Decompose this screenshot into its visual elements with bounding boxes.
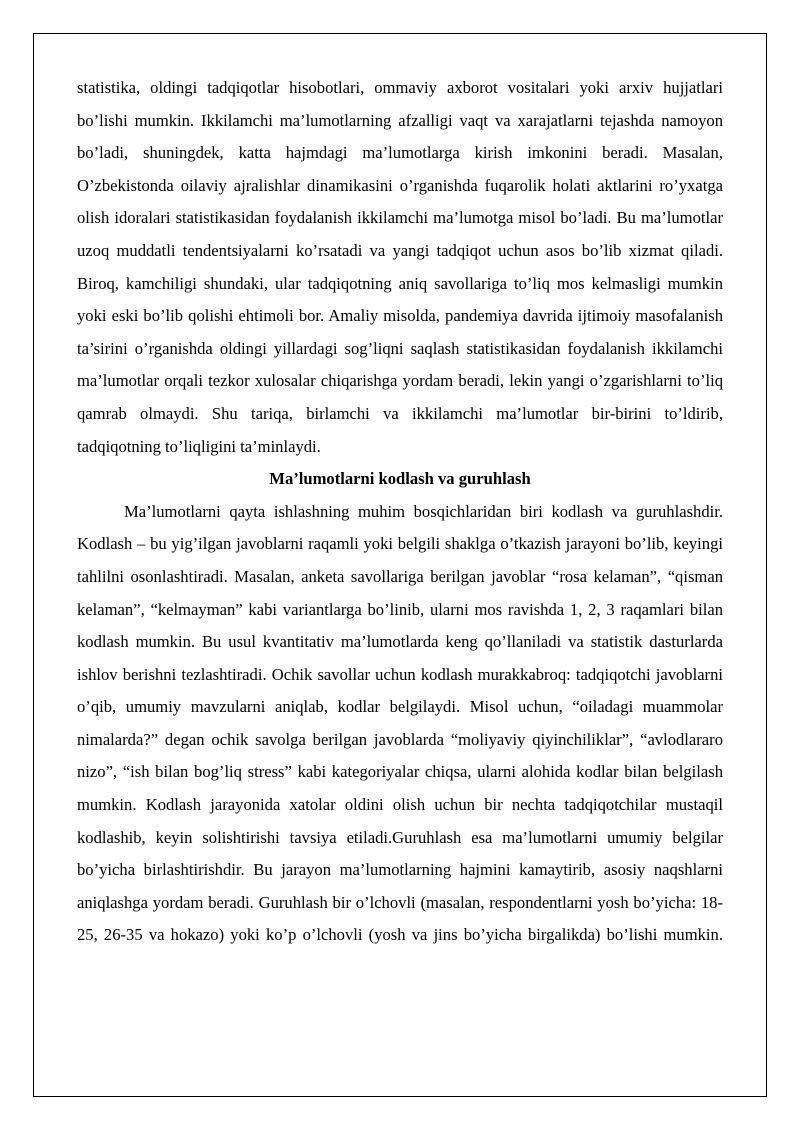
paragraph-secondary-data: statistika, oldingi tadqiqotlar hisobotlari, ommaviy axborot vositalari yoki arxiv hujjatlari bo’lishi mumkin. Ikkilamchi ma’lumotlarning afzalligi vaqt va xarajatlarni tejashda namoyon bo’ladi, shuningdek, katta hajmdagi ma’lumotlarga kirish imkonini beradi. Masalan, O’zbekistonda oilaviy ajralishlar dinamikasini o’rganishda fuqarolik holati aktlarini ro’yxatga olish idoralari statistikasidan foydalanish ikkilamchi ma’lumotga misol bo’ladi. Bu ma’lumotlar uzoq muddatli tendentsiyalarni ko’rsatadi va yangi tadqiqot uchun asos bo’lib xizmat qiladi. Biroq, kamchiligi shundaki, ular tadqiqotning aniq savollariga to’liq mos kelmasligi mumkin yoki eski bo’lib qolishi ehtimoli bor. Amaliy misolda, pandemiya davrida ijtimoiy masofalanish ta’sirini o’rganishda oldingi yillardagi sog’liqni saqlash statistikasidan foydalanish ikkilamchi ma’lumotlar orqali tezkor xulosalar chiqarishga yordam beradi, lekin yangi o’zgarishlarni to’liq qamrab olmaydi. Shu tariqa, birlamchi va ikkilamchi ma’lumotlar bir-birini to’ldirib, tadqiqotning to’liqligini ta’minlaydi. — [77, 78, 723, 456]
paragraph-coding-grouping: Ma’lumotlarni qayta ishlashning muhim bosqichlaridan biri kodlash va guruhlashdir. Kodlash – bu yig’ilgan javoblarni raqamli yoki belgili shaklga o’tkazish jarayoni bo’lib, keyingi tahlilni osonlashtiradi. Masalan, anketa savollariga berilgan javoblar “rosa kelaman”, “qisman kelaman”, “kelmayman” kabi variantlarga bo’linib, ularni mos ravishda 1, 2, 3 raqamlari bilan kodlash mumkin. Bu usul kvantitativ ma’lumotlarda keng qo’llaniladi va statistik dasturlarda ishlov berishni tezlashtiradi. Ochik savollar uchun kodlash murakkabroq: tadqiqotchi javoblarni o’qib, umumiy mavzularni aniqlab, kodlar belgilaydi. Misol uchun, “oiladagi muammolar nimalarda?” degan ochik savolga berilgan javoblarda “moliyaviy qiyinchiliklar”, “avlodlararo nizo”, “ish bilan bog’liq stress” kabi kategoriyalar chiqsa, ularni alohida kodlar bilan belgilash mumkin. Kodlash jarayonida xatolar oldini olish uchun bir nechta tadqiqotchilar mustaqil kodlashib, keyin solishtirishi tavsiya etiladi.Guruhlash esa ma’lumotlarni umumiy belgilar bo’yicha birlashtirishdir. Bu jarayon ma’lumotlarning hajmini kamaytirib, asosiy naqshlarni aniqlashga yordam beradi. Guruhlash bir o’lchovli (masalan, respondentlarni yosh bo’yicha: 18-25, 26-35 va hokazo) yoki ko’p o’lchovli (yosh va jins bo’yicha birgalikda) bo’lishi mumkin. — [77, 501, 723, 945]
section-heading: Ma’lumotlarni kodlash va guruhlash — [269, 469, 531, 489]
document-body — [77, 72, 723, 952]
